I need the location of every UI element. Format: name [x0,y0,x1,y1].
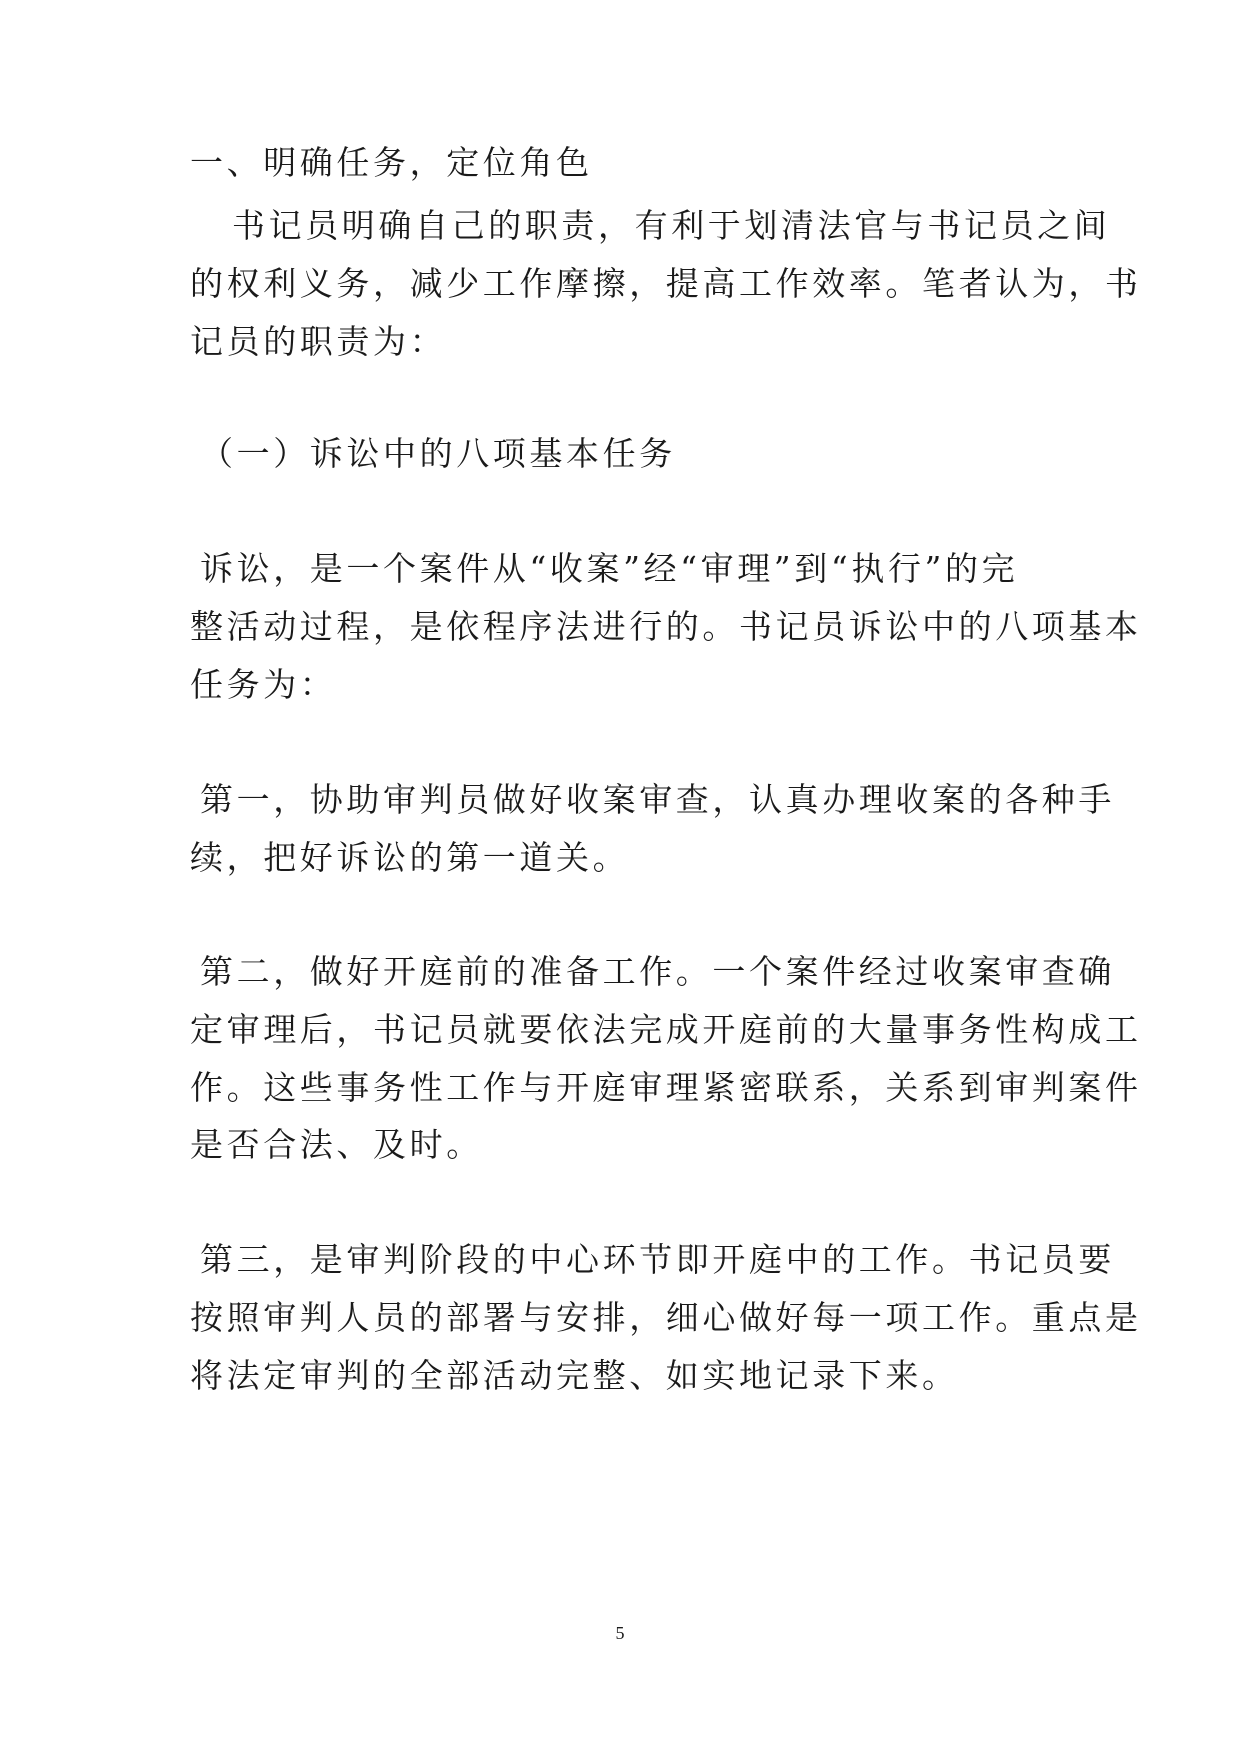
paragraph-line: 续，把好诉讼的第一道关。 [190,838,630,877]
paragraph-line: 整活动过程，是依程序法进行的。书记员诉讼中的八项基本 [190,607,1142,646]
paragraph-line: 作。这些事务性工作与开庭审理紧密联系，关系到审判案件 [190,1068,1142,1107]
paragraph-line: 的权利义务，减少工作摩擦，提高工作效率。笔者认为，书 [190,264,1142,303]
paragraph-line: 第三，是审判阶段的中心环节即开庭中的工作。书记员要 [200,1240,1115,1279]
paragraph-line: 记员的职责为： [190,322,447,361]
paragraph-line: 定审理后，书记员就要依法完成开庭前的大量事务性构成工 [190,1010,1142,1049]
paragraph-line: 书记员明确自己的职责，有利于划清法官与书记员之间 [232,206,1111,245]
paragraph-line: 诉讼，是一个案件从“收案”经“审理”到“执行”的完 [200,549,1019,588]
paragraph-line: 按照审判人员的部署与安排，细心做好每一项工作。重点是 [190,1298,1142,1337]
paragraph-line: 第二，做好开庭前的准备工作。一个案件经过收案审查确 [200,952,1115,991]
page-number: 5 [615,1623,625,1643]
paragraph-line: 任务为： [190,665,337,704]
paragraph-line: 第一，协助审判员做好收案审查，认真办理收案的各种手 [200,780,1115,819]
section-heading: 一、明确任务，定位角色 [190,143,593,182]
subsection-heading: （一）诉讼中的八项基本任务 [200,434,676,473]
paragraph-line: 将法定审判的全部活动完整、如实地记录下来。 [190,1356,959,1395]
paragraph-line: 是否合法、及时。 [190,1125,483,1164]
